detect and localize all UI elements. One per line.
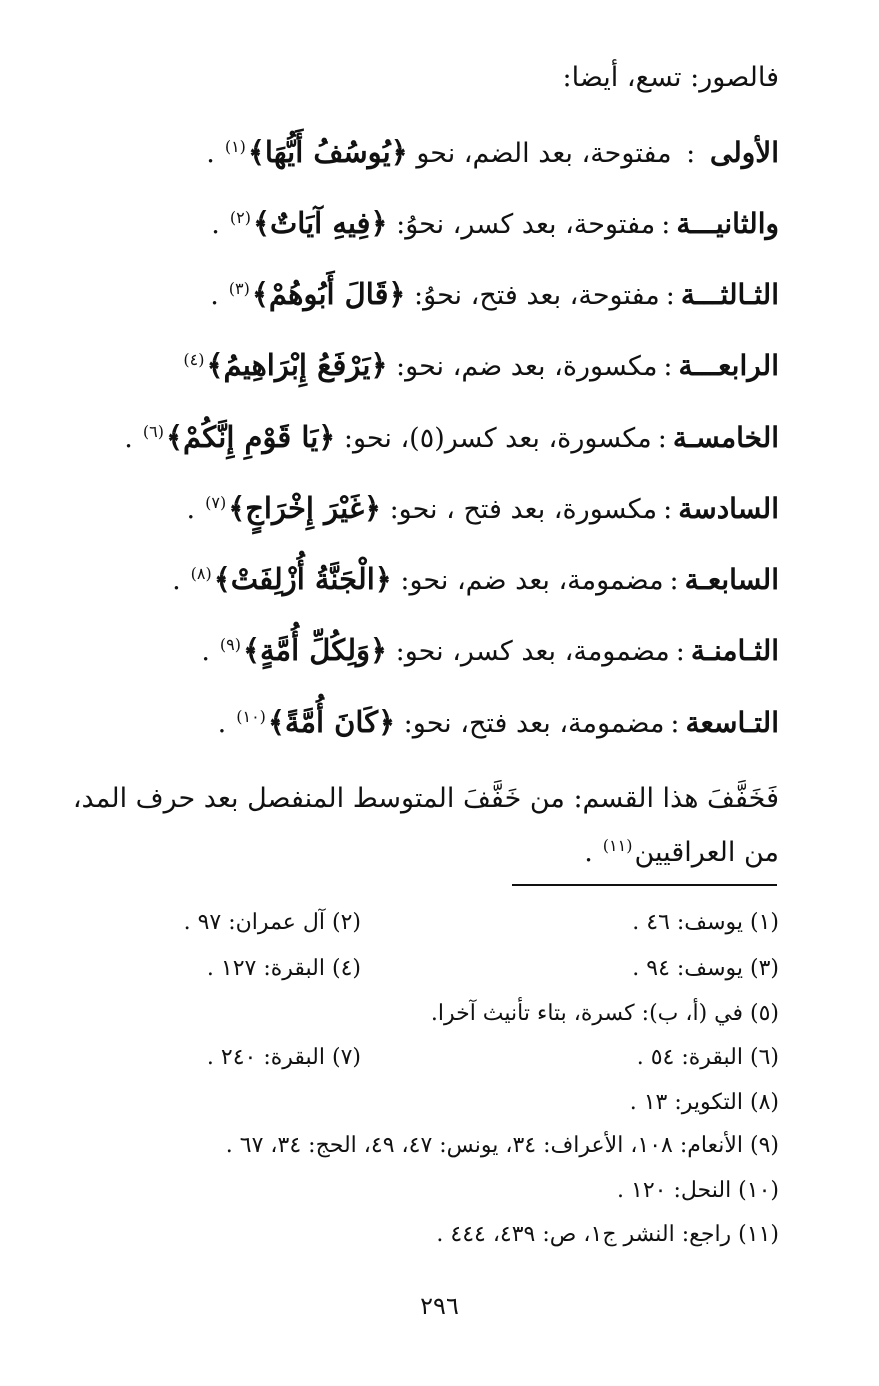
form-description: مضمومة، بعد كسر، نحو: (395, 636, 670, 667)
form-label: الأولى (709, 136, 779, 169)
quran-quote: ﴿كَانَ أُمَّةً﴾ (267, 705, 396, 739)
quran-quote: ﴿وَلِكُلِّ أُمَّةٍ﴾ (243, 633, 388, 667)
form-line-7: السابعـة:مضمومة، بعد ضم، نحو: ﴿الْجَنَّةُ أُزْلِفَتْ﴾$^{(٨)}$. (172, 562, 779, 596)
footnote-3: (٣) يوسف: ٩٤ . (632, 956, 779, 981)
form-line-6: السادسة:مكسورة، بعد فتح ، نحو: ﴿غَيْرَ إِخْرَاجٍ﴾$^{(٧)}$. (186, 491, 779, 525)
form-description: مفتوحة، بعد فتح، نحوُ: (414, 280, 660, 311)
footnote-5: (٥) في (أ، ب): كسرة، بتاء تأنيث آخرا. (430, 1001, 779, 1026)
page-number: ٢٩٦ (420, 1292, 459, 1320)
footnote-6: (٦) البقرة: ٥٤ . (636, 1045, 779, 1070)
form-description: مضمومة، بعد ضم، نحو: (400, 565, 664, 596)
footnote-ref: (١) (224, 137, 246, 156)
footnote-divider (512, 884, 777, 886)
form-description: مفتوحة، بعد الضم، نحو (416, 138, 672, 169)
footnote-ref: (١٠) (236, 707, 266, 726)
form-line-2: والثانيـــة:مفتوحة، بعد كسر، نحوُ: ﴿فِيهِ آيَاتٌ﴾$^{(٢)}$. (211, 206, 779, 240)
form-label: الرابعـــة (678, 349, 779, 382)
footnote-ref: (٧) (205, 493, 227, 512)
quran-quote: ﴿يَا قَوْمِ إِنَّكُمْ﴾ (165, 420, 336, 454)
footnote-ref: (١١) (602, 836, 633, 855)
form-label: الخامسـة (672, 421, 779, 454)
form-line-9: التـاسعة:مضمومة، بعد فتح، نحو: ﴿كَانَ أُمَّةً﴾$^{(١٠)}$. (217, 705, 779, 739)
footnote-ref: (٤) (183, 350, 205, 369)
footnote-9: (٩) الأنعام: ١٠٨، الأعراف: ٣٤، يونس: ٤٧، ٤٩، الحج: ٣٤، ٦٧ . (225, 1133, 779, 1158)
intro-line (60, 58, 779, 98)
form-description: مكسورة، بعد ضم، نحو: (396, 351, 658, 382)
footnote-11: (١١) راجع: النشر ج١، ص: ٤٣٩، ٤٤٤ . (436, 1222, 779, 1247)
footnote-ref: (٦) (142, 422, 164, 441)
footnote-ref: (٨) (190, 564, 212, 583)
intro-text: فالصور: تسع، أيضا: (562, 62, 779, 93)
form-description: مكسورة، بعد كسر(٥)، نحو: (343, 423, 652, 454)
form-description: مضمومة، بعد فتح، نحو: (403, 708, 665, 739)
form-line-8: الثـامنـة:مضمومة، بعد كسر، نحو: ﴿وَلِكُلِّ أُمَّةٍ﴾$^{(٩)}$. (201, 633, 779, 667)
form-description: مفتوحة، بعد كسر، نحوُ: (396, 209, 656, 240)
form-label: السابعـة (684, 563, 779, 596)
body-paragraph: فَخَفَّفَ هذا القسم: من خَفَّفَ المتوسط المنفصل بعد حرف المد، من العراقيين$^{(١١)}$. (72, 783, 779, 868)
footnote-8: (٨) التكوير: ١٣ . (629, 1090, 779, 1115)
footnote-4: (٤) البقرة: ١٢٧ . (206, 956, 361, 981)
quran-quote: ﴿يُوسُفُ أَيُّهَا﴾ (247, 135, 408, 169)
paragraph-text: فَخَفَّفَ هذا القسم: من خَفَّفَ المتوسط المنفصل بعد حرف المد، من العراقيين (72, 783, 779, 868)
footnote-ref: (٣) (228, 279, 250, 298)
form-label: السادسة (678, 492, 779, 525)
footnote-1: (١) يوسف: ٤٦ . (632, 910, 779, 935)
form-line-3: الثـالثـــة:مفتوحة، بعد فتح، نحوُ: ﴿قَالَ أَبُوهُمْ﴾$^{(٣)}$. (210, 277, 779, 311)
footnote-7: (٧) البقرة: ٢٤٠ . (206, 1045, 361, 1070)
quran-quote: ﴿فِيهِ آيَاتٌ﴾ (252, 206, 388, 240)
footnote-ref: (٢) (229, 208, 251, 227)
form-line-4: الرابعـــة:مكسورة، بعد ضم، نحو: ﴿يَرْفَعُ إِبْرَاهِيمُ﴾$^{(٤)}$ (183, 348, 779, 382)
form-label: الثـالثـــة (680, 278, 779, 311)
form-label: التـاسعة (685, 706, 779, 739)
quran-quote: ﴿قَالَ أَبُوهُمْ﴾ (251, 277, 406, 311)
form-label: والثانيـــة (676, 207, 779, 240)
form-label: الثـامنـة (690, 634, 779, 667)
quran-quote: ﴿يَرْفَعُ إِبْرَاهِيمُ﴾ (206, 348, 388, 382)
footnote-ref: (٩) (219, 635, 241, 654)
footnote-10: (١٠) النحل: ١٢٠ . (617, 1178, 779, 1203)
quran-quote: ﴿الْجَنَّةُ أُزْلِفَتْ﴾ (213, 562, 392, 596)
form-line-1: الأولى : مفتوحة، بعد الضم، نحو ﴿يُوسُفُ أَيُّهَا﴾$^{(١)}$. (206, 135, 779, 169)
form-line-5: الخامسـة:مكسورة، بعد كسر(٥)، نحو: ﴿يَا قَوْمِ إِنَّكُمْ﴾$^{(٦)}$. (124, 420, 779, 454)
footnote-2: (٢) آل عمران: ٩٧ . (183, 910, 361, 935)
quran-quote: ﴿غَيْرَ إِخْرَاجٍ﴾ (228, 491, 381, 525)
form-description: مكسورة، بعد فتح ، نحو: (389, 494, 658, 525)
